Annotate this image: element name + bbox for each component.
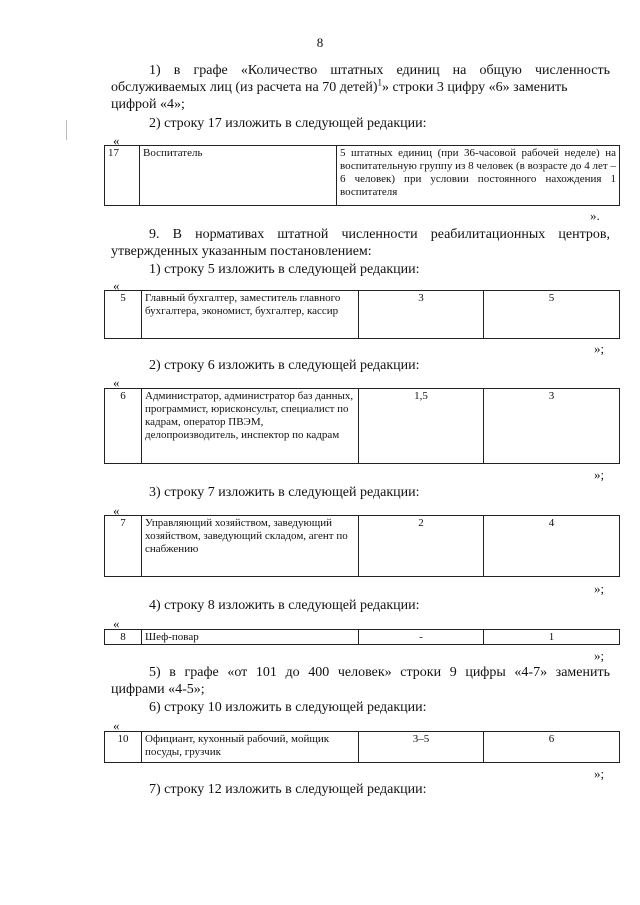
row10-v1: 3–5	[359, 732, 484, 763]
margin-line	[66, 120, 67, 140]
row7-v1: 2	[359, 516, 484, 577]
row17-num: 17	[105, 146, 140, 206]
page-number: 8	[316, 35, 324, 50]
row6-v2: 3	[484, 389, 620, 464]
row6-v1: 1,5	[359, 389, 484, 464]
table-row	[105, 732, 620, 763]
item2-row17: 2) строку 17 изложить в следующей редакции:	[149, 116, 427, 131]
open-quote-5: «	[113, 278, 120, 293]
row8-name: Шеф-повар	[142, 630, 359, 645]
item6: 6) строку 10 изложить в следующей редакции:	[149, 700, 427, 715]
table-row10	[104, 731, 620, 763]
row17-name: Воспитатель	[140, 146, 337, 206]
item7: 7) строку 12 изложить в следующей редакции:	[149, 782, 427, 797]
item5-line1: 5) в графе «от 101 до 400 человек» строки 9 цифры «4-7» заменить	[149, 665, 610, 680]
table-row6	[104, 388, 620, 464]
close-semicolon-10: »;	[594, 766, 605, 781]
row8-num: 8	[105, 630, 142, 645]
row10-v2: 6	[484, 732, 620, 763]
row6-name: Администратор, администратор баз данных, программист, юрисконсульт, специалист по кадрам, оператор ПВЭМ, делопроизводитель, инспектор по кадрам	[142, 389, 359, 464]
para1-line2-b: » строки 3 цифру «6» заменить	[382, 80, 568, 95]
para1-line3: цифрой «4»;	[111, 97, 185, 112]
para1-line2	[111, 79, 610, 96]
item5-line2: цифрами «4-5»;	[111, 682, 205, 697]
item3: 3) строку 7 изложить в следующей редакции:	[149, 485, 420, 500]
open-quote-17: «	[113, 133, 120, 148]
open-quote-7: «	[113, 503, 120, 518]
item2: 2) строку 6 изложить в следующей редакции:	[149, 358, 420, 373]
para9-line1: 9. В нормативах штатной численности реабилитационных центров,	[149, 227, 610, 242]
row7-num: 7	[105, 516, 142, 577]
row10-name: Официант, кухонный рабочий, мойщик посуды, грузчик	[142, 732, 359, 763]
table-row	[105, 291, 620, 339]
row10-num: 10	[105, 732, 142, 763]
para1-line1: 1) в графе «Количество штатных единиц на общую численность	[149, 63, 610, 78]
row5-v1: 3	[359, 291, 484, 339]
table-row7	[104, 515, 620, 577]
table-row8	[104, 629, 620, 645]
table-row	[105, 516, 620, 577]
row5-v2: 5	[484, 291, 620, 339]
close-semicolon-6: »;	[594, 467, 605, 482]
row6-num: 6	[105, 389, 142, 464]
para9-line2: утвержденных указанным постановлением:	[111, 244, 372, 259]
footnote-mark: 1	[377, 77, 383, 88]
open-quote-8: «	[113, 616, 120, 631]
open-quote-10: «	[113, 718, 120, 733]
row7-name: Управляющий хозяйством, заведующий хозяйством, заведующий складом, агент по снабжению	[142, 516, 359, 577]
row7-v2: 4	[484, 516, 620, 577]
row5-name: Главный бухгалтер, заместитель главного бухгалтера, экономист, бухгалтер, кассир	[142, 291, 359, 339]
row8-v2: 1	[484, 630, 620, 645]
close-semicolon-8: »;	[594, 648, 605, 663]
row17-desc: 5 штатных единиц (при 36-часовой рабочей неделе) на воспитательную группу из 8 человек (в возрасте до 4 лет – 6 человек) при условии постоянного нахождения 1 воспитателя	[337, 146, 620, 206]
para1-line2-a: обслуживаемых лиц (из расчета на 70 детей)	[111, 80, 378, 95]
table-row	[105, 146, 620, 206]
close-semicolon-7: »;	[594, 581, 605, 596]
item1: 1) строку 5 изложить в следующей редакции:	[149, 262, 420, 277]
row8-v1: -	[359, 630, 484, 645]
close-semicolon-5: »;	[594, 341, 605, 356]
table-row17	[104, 145, 620, 206]
table-row	[105, 389, 620, 464]
open-quote-6: «	[113, 375, 120, 390]
row5-num: 5	[105, 291, 142, 339]
close-dot-17: ».	[590, 208, 600, 223]
item4: 4) строку 8 изложить в следующей редакции:	[149, 598, 420, 613]
table-row5	[104, 290, 620, 339]
table-row	[105, 630, 620, 645]
